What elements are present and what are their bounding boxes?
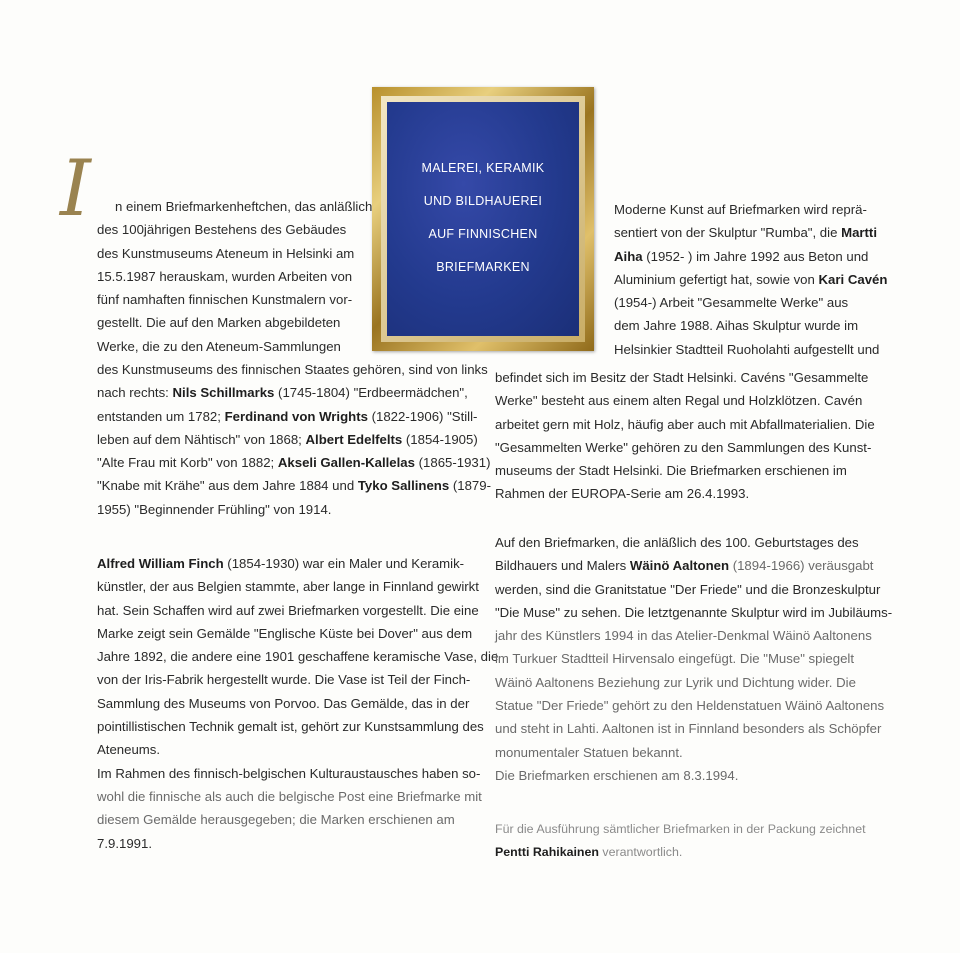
- text-line: werden, sind die Granitstatue "Der Friede" und die Bronzeskulptur: [495, 581, 881, 597]
- text-line: monumentaler Statuen bekannt.: [495, 744, 683, 760]
- plaque-title: [387, 102, 579, 336]
- text-line: "Die Muse" zu sehen. Die letztgenannte Skulptur wird im Jubiläums-: [495, 604, 893, 620]
- text-line: "Gesammelten Werke" gehören zu den Sammlungen des Kunst-: [495, 439, 872, 455]
- text-line: 1955) "Beginnender Frühling" von 1914.: [97, 501, 332, 517]
- text-line: Moderne Kunst auf Briefmarken wird reprä-: [614, 202, 867, 217]
- artist-name: Aiha: [614, 248, 643, 264]
- text-line: des 100jährigen Bestehens des Gebäudes: [97, 222, 347, 238]
- text-line: Marke zeigt sein Gemälde "Englische Küste bei Dover" aus dem: [97, 625, 473, 641]
- text-line: jahr des Künstlers 1994 in das Atelier-Denkmal Wäinö Aaltonens: [495, 628, 872, 644]
- artist-name: Kari Cavén: [818, 271, 888, 287]
- text-line: diesem Gemälde herausgegeben; die Marken erschienen am: [97, 812, 455, 828]
- left-paragraph-1-wide: [97, 358, 491, 521]
- text-line: dem Jahre 1988. Aihas Skulptur wurde im: [614, 318, 859, 334]
- frame-mat: [381, 96, 585, 342]
- text-line: "Knabe mit Krähe" aus dem Jahre 1884 und Tyko Sallinens (1879-: [97, 478, 491, 494]
- text-line: Ateneums.: [97, 742, 161, 758]
- text-line: Wäinö Aaltonens Beziehung zur Lyrik und Dichtung wider. Die: [495, 674, 856, 690]
- text-line: Helsinkier Stadtteil Ruoholahti aufgestellt und: [614, 341, 880, 357]
- plaque-line-2: UND BILDHAUEREI: [423, 194, 543, 208]
- right-paragraph-2: [495, 531, 893, 787]
- text-line: von der Iris-Fabrik hergestellt wurde. Die Vase ist Teil der Finch-: [97, 672, 471, 688]
- text-line: leben auf dem Nähtisch" von 1868; Albert Edelfelts (1854-1905): [97, 431, 478, 447]
- text-line: arbeitet gern mit Holz, häufig aber auch mit Abfallmaterialien. Die: [495, 416, 875, 432]
- text-line: Die Briefmarken erschienen am 8.3.1994.: [495, 767, 739, 783]
- text-line: Sammlung des Museums von Porvoo. Das Gemälde, das in der: [97, 695, 470, 711]
- text-line: wohl die finnische als auch die belgische Post eine Briefmarke mit: [97, 788, 482, 804]
- text-line: und steht in Lahti. Aaltonen ist in Finnland besonders als Schöpfer: [495, 721, 882, 737]
- text-line: 15.5.1987 herauskam, wurden Arbeiten von: [97, 268, 353, 284]
- text-line: 7.9.1991.: [97, 835, 152, 851]
- artist-name: Akseli Gallen-Kallelas: [277, 455, 415, 471]
- right-paragraph-1-narrow: [614, 198, 888, 361]
- left-paragraph-1-narrow: [97, 195, 373, 358]
- artist-name: Alfred William Finch: [97, 556, 224, 571]
- text-line: Für die Ausführung sämtlicher Briefmarken in der Packung zeichnet: [495, 822, 866, 836]
- artist-name: Albert Edelfelts: [305, 431, 403, 447]
- plaque-line-4: BRIEFMARKEN: [436, 260, 530, 274]
- credit-note: [495, 818, 872, 865]
- text-line: sentiert von der Skulptur "Rumba", die Martti: [614, 225, 877, 241]
- text-line: n einem Briefmarkenheftchen, das anläßlich: [115, 199, 373, 214]
- text-line: des Kunstmuseums Ateneum in Helsinki am: [97, 245, 355, 261]
- text-line: nach rechts: Nils Schillmarks (1745-1804) "Erdbeermädchen",: [97, 385, 468, 401]
- text-line: Aluminium gefertigt hat, sowie von Kari Cavén: [614, 271, 888, 287]
- artist-name: Martti: [841, 225, 877, 241]
- drop-cap-initial: I: [60, 144, 91, 234]
- designer-name: Pentti Rahikainen: [495, 845, 599, 860]
- text-line: Statue "Der Friede" gehört zu den Heldenstatuen Wäinö Aaltonens: [495, 698, 885, 714]
- text-line: (1954-) Arbeit "Gesammelte Werke" aus: [614, 295, 849, 311]
- text-line: hat. Sein Schaffen wird auf zwei Briefmarken vorgestellt. Die eine: [97, 602, 479, 618]
- text-line: gestellt. Die auf den Marken abgebildeten: [97, 315, 341, 331]
- gold-picture-frame: [372, 87, 594, 351]
- text-line: befindet sich im Besitz der Stadt Helsinki. Cavéns "Gesammelte: [495, 370, 869, 385]
- left-paragraph-2: [97, 552, 499, 855]
- artist-name: Wäinö Aaltonen: [629, 558, 730, 574]
- text-line: Werke" besteht aus einem alten Regal und Holzklötzen. Cavén: [495, 393, 863, 409]
- text-line: künstler, der aus Belgien stammte, aber lange in Finnland gewirkt: [97, 579, 479, 595]
- text-line: Pentti Rahikainen verantwortlich.: [495, 845, 683, 860]
- right-paragraph-1-wide: [495, 366, 875, 506]
- text-line: Aiha (1952- ) im Jahre 1992 aus Beton und: [614, 248, 869, 264]
- text-line: fünf namhaften finnischen Kunstmalern vor-: [97, 292, 353, 308]
- text-line: "Alte Frau mit Korb" von 1882; Akseli Gallen-Kallelas (1865-1931): [97, 455, 491, 471]
- text-line: pointillistischen Technik gemalt ist, gehört zur Kunstsammlung des: [97, 719, 484, 735]
- text-line: Rahmen der EUROPA-Serie am 26.4.1993.: [495, 486, 750, 502]
- text-line: Werke, die zu den Ateneum-Sammlungen: [97, 338, 341, 354]
- text-line: des Kunstmuseums des finnischen Staates gehören, sind von links: [97, 362, 488, 377]
- text-line: Jahre 1892, die andere eine 1901 geschaffene keramische Vase, die: [97, 649, 499, 665]
- text-line: im Turkuer Stadtteil Hirvensalo eingefügt. Die "Muse" spiegelt: [495, 651, 854, 667]
- artist-name: Ferdinand von Wrights: [224, 408, 368, 424]
- text-line: Bildhauers und Malers Wäinö Aaltonen (1894-1966) veräusgabt: [495, 558, 874, 574]
- artist-name: Tyko Sallinens: [357, 478, 450, 494]
- text-line: museums der Stadt Helsinki. Die Briefmarken erschienen im: [495, 463, 847, 479]
- artist-name: Nils Schillmarks: [172, 385, 275, 401]
- text-line: Im Rahmen des finnisch-belgischen Kulturaustausches haben so-: [97, 765, 481, 781]
- plaque-line-1: MALEREI, KERAMIK: [421, 161, 545, 175]
- text-line: Auf den Briefmarken, die anläßlich des 100. Geburtstages des: [495, 535, 859, 550]
- text-line: Alfred William Finch (1854-1930) war ein Maler und Keramik-: [97, 556, 465, 571]
- plaque-line-3: AUF FINNISCHEN: [428, 227, 538, 241]
- text-line: entstanden um 1782; Ferdinand von Wrights (1822-1906) "Still-: [97, 408, 478, 424]
